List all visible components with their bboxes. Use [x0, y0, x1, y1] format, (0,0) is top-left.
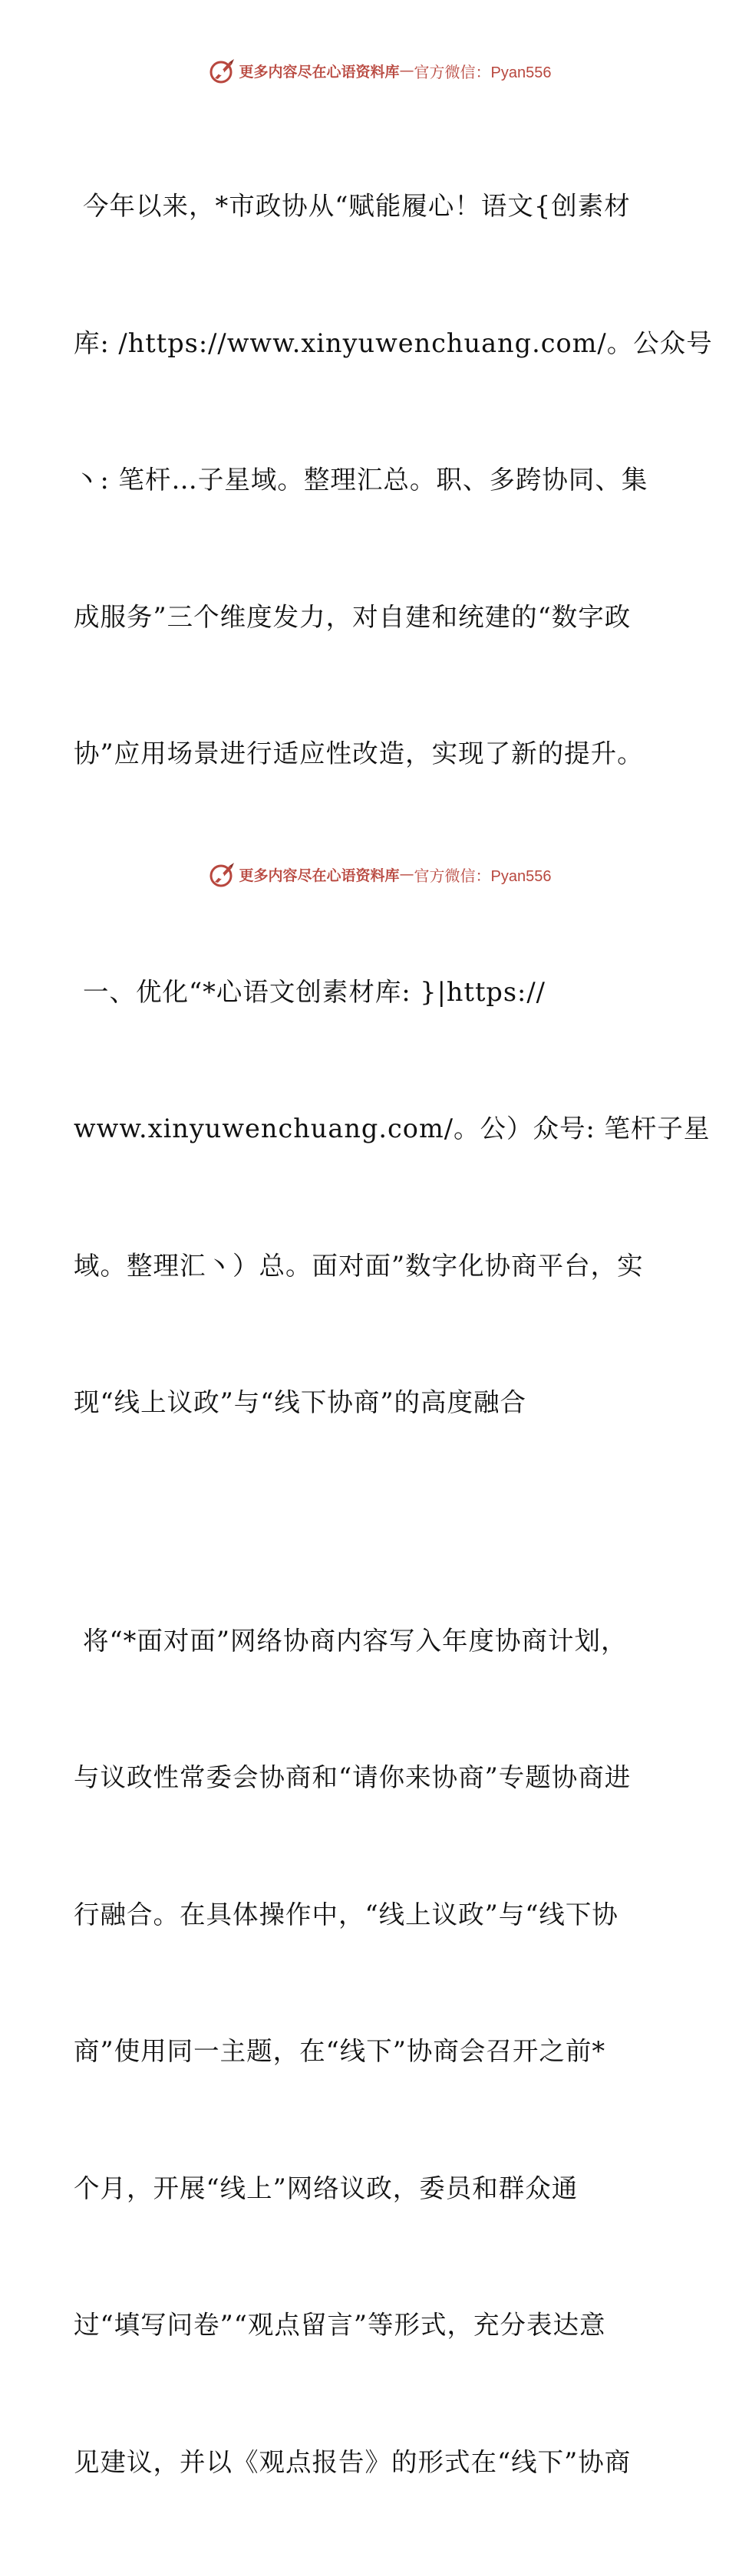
text-line: 个月，开展“线上”网络议政，委员和群众通 [74, 2166, 657, 2212]
text-line: 成服务”三个维度发力，对自建和统建的“数字政 [74, 594, 657, 640]
paragraph-2 [74, 1527, 657, 2576]
banner-slogan: 更多内容尽在心语资料库 [239, 864, 400, 885]
banner-dash: — [400, 62, 414, 79]
header-banner [0, 54, 729, 87]
document-body [74, 92, 657, 2576]
text-line: 将“*面对面”网络协商内容写入年度协商计划， [83, 1618, 657, 1664]
text-line: 见建议，并以《观点报告》的形式在“线下”协商 [74, 2439, 657, 2486]
banner-wechat: 官方微信：Pyan556 [414, 864, 552, 886]
text-line: 商”使用同一主题，在“线下”协商会召开之前* [74, 2028, 657, 2074]
text-line: 行融合。在具体操作中，“线上议政”与“线下协 [74, 1892, 657, 1938]
banner-slogan: 更多内容尽在心语资料库 [239, 61, 400, 81]
section-heading-1 [74, 878, 657, 1517]
text-line: www.xinyuwenchuang.com/。公）众号: 笔杆子星 [74, 1106, 657, 1152]
banner-content [209, 57, 552, 84]
banner-dash: — [400, 866, 414, 883]
text-line: 协”应用场景进行适应性改造，实现了新的提升。 [74, 731, 657, 777]
quill-logo-icon [209, 860, 236, 888]
footer-banner [0, 857, 729, 891]
paragraph-1 [74, 92, 657, 868]
banner-wechat: 官方微信：Pyan556 [414, 60, 552, 82]
quill-logo-icon [209, 57, 236, 84]
text-line: 现“线上议政”与“线下协商”的高度融合 [74, 1380, 657, 1426]
banner-content [209, 860, 552, 888]
text-line: 与议政性常委会协商和“请你来协商”专题协商进 [74, 1755, 657, 1801]
text-line: 丶: 笔杆…子星域。整理汇总。职、多跨协同、集 [74, 457, 657, 503]
text-line: 域。整理汇丶）总。面对面”数字化协商平台，实 [74, 1243, 657, 1289]
text-line: 过“填写问卷”“观点留言”等形式，充分表达意 [74, 2302, 657, 2348]
text-line: 今年以来，*市政协从“赋能履心！语文{创素材 [83, 183, 657, 229]
text-line: 一、优化“*心语文创素材库: }|https:// [83, 969, 657, 1015]
text-line: 库: /https://www.xinyuwenchuang.com/。公众号 [74, 321, 657, 367]
